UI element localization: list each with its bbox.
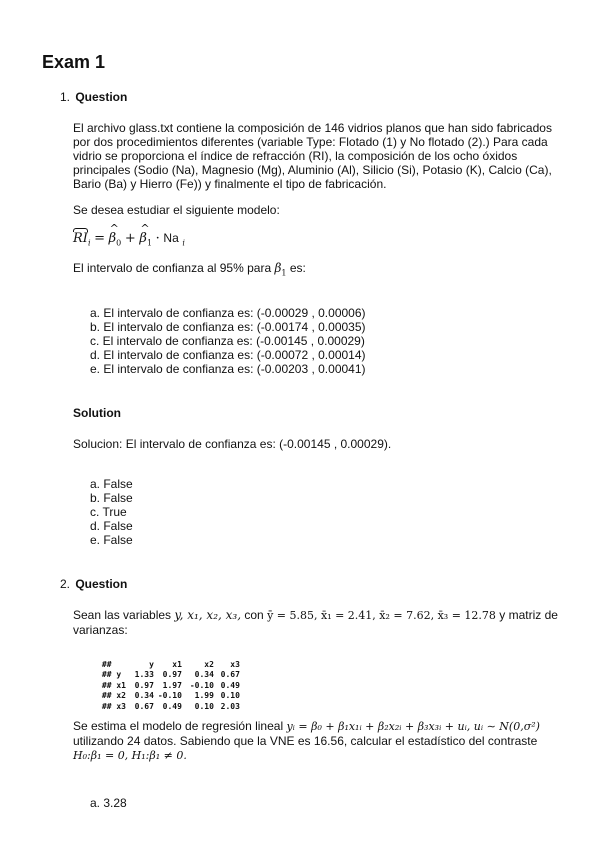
solution-1-label: Solution xyxy=(73,406,121,420)
intro-text: Sean las variables xyxy=(73,608,172,622)
prompt-text: El intervalo de confianza al 95% para xyxy=(73,261,272,275)
prompt-beta-sub: 1 xyxy=(281,268,287,278)
answer-item: c. True xyxy=(90,505,127,519)
option-item: d. El intervalo de confianza es: (-0.00072 , 0.00014) xyxy=(90,348,366,362)
model-lhs-sub: i xyxy=(87,238,91,248)
exam-title: Exam 1 xyxy=(42,52,106,72)
option-item: b. El intervalo de confianza es: (-0.00174 , 0.00035) xyxy=(90,320,366,334)
solution-1-answers xyxy=(90,477,133,547)
model-beta0-sub: 0 xyxy=(116,238,122,248)
cov-cell: ## x1 xyxy=(101,680,126,690)
cov-cell: 0.10 xyxy=(220,691,240,700)
cov-cell: ## y xyxy=(101,670,122,679)
model-eq-sign: = xyxy=(94,231,106,246)
question-2-number: 2. xyxy=(60,577,71,591)
intro-vars: y, x₁, x₂, x₃, xyxy=(174,608,242,622)
solution-1-text: Solucion: El intervalo de confianza es: (-0.00145 , 0.00029). xyxy=(73,437,392,451)
model-text: Se estima el modelo de regresión lineal xyxy=(73,719,284,733)
answer-item: e. False xyxy=(90,533,133,547)
question-2-intro xyxy=(73,608,568,637)
cov-cell: 1.97 xyxy=(162,680,182,690)
cov-cell: 1.99 xyxy=(194,691,214,700)
model-beta0: ^ β xyxy=(109,231,117,246)
answer-item: b. False xyxy=(90,491,133,505)
covariance-header xyxy=(73,649,240,669)
cov-cell: x1 xyxy=(172,659,182,669)
prompt-tail: es: xyxy=(289,261,306,275)
cov-cell: 0.97 xyxy=(162,670,182,679)
cov-cell: 0.67 xyxy=(220,670,240,679)
option-item: a. 3.28 xyxy=(90,796,127,810)
model-plus: + xyxy=(124,231,136,246)
hypothesis: H₀:β₁ = 0, H₁:β₁ ≠ 0. xyxy=(73,749,187,762)
model-equation: yᵢ = β₀ + β₁x₁ᵢ + β₂x₂ᵢ + β₃x₃ᵢ + uᵢ, uᵢ ∼ N(0,σ²) xyxy=(286,720,540,733)
cov-cell: 2.03 xyxy=(220,701,240,711)
question-1-model-intro: Se desea estudiar el siguiente modelo: xyxy=(73,203,280,217)
option-item: e. El intervalo de confianza es: (-0.00203 , 0.00041) xyxy=(90,362,366,376)
cov-cell: x2 xyxy=(204,659,214,669)
cov-cell: 0.49 xyxy=(220,680,240,690)
cov-cell: ## x2 xyxy=(101,691,126,700)
cov-cell: -0.10 xyxy=(157,691,182,700)
cov-cell: 0.49 xyxy=(162,701,182,711)
question-1-options xyxy=(90,306,366,376)
model-beta1: ^ β xyxy=(139,231,147,246)
cov-cell: x3 xyxy=(230,659,240,669)
cov-cell: ## x3 xyxy=(101,701,126,711)
intro-tail: y matriz de varianzas: xyxy=(73,608,558,637)
cov-cell: -0.10 xyxy=(189,680,214,690)
model-text-2: utilizando 24 datos. Sabiendo que la VNE es 16.56, calcular el estadístico del contraste xyxy=(73,734,538,748)
cov-cell: y xyxy=(149,659,154,669)
cov-cell: 0.10 xyxy=(194,701,214,711)
question-1-heading xyxy=(60,90,127,104)
question-1-model-equation xyxy=(73,230,185,248)
question-1-number: 1. xyxy=(60,90,71,104)
question-1-intro: El archivo glass.txt contiene la composición de 146 vidrios planos que han sido fabricados por dos procedimientos diferentes (variable Type: Flotado (1) y No flotado (2).) Para cada vidrio se proporciona el índice de refracción (RI), la composición de los ocho óxidos principales (Sodio (Na), Magnesio (Mg), Aluminio (Al), Silicio (Si), Potasio (K), Calcio (Ca), Bario (Ba) y Hierro (Fe)) y finalmente el tipo de fabricación. xyxy=(73,121,552,191)
cov-cell: 0.97 xyxy=(134,680,154,690)
model-beta1-sub: 1 xyxy=(146,238,153,248)
covariance-matrix xyxy=(73,649,240,711)
question-2-heading xyxy=(60,577,127,591)
model-dot: · xyxy=(155,231,160,246)
model-var: Na xyxy=(163,231,179,245)
cov-cell: 0.34 xyxy=(134,691,154,700)
model-lhs: RI xyxy=(73,231,88,246)
option-item: a. El intervalo de confianza es: (-0.00029 , 0.00006) xyxy=(90,306,366,320)
intro-con: con xyxy=(244,608,264,622)
cov-cell: 1.33 xyxy=(134,670,154,679)
question-1-label: Question xyxy=(75,90,128,104)
cov-cell: 0.34 xyxy=(194,670,214,679)
question-2-model xyxy=(73,719,568,763)
prompt-beta: β xyxy=(274,261,282,275)
cov-cell: 0.67 xyxy=(134,701,154,711)
question-2-label: Question xyxy=(75,577,128,591)
question-2-options xyxy=(90,796,127,810)
cov-cell: ## xyxy=(101,659,112,669)
intro-means: ȳ = 5.85, x̄₁ = 2.41, x̄₂ = 7.62, x̄₃ = 12.78 xyxy=(267,609,496,622)
question-1-prompt xyxy=(73,261,568,280)
answer-item: a. False xyxy=(90,477,133,491)
model-var-sub: i xyxy=(182,238,185,248)
answer-item: d. False xyxy=(90,519,133,533)
option-item: c. El intervalo de confianza es: (-0.00145 , 0.00029) xyxy=(90,334,365,348)
